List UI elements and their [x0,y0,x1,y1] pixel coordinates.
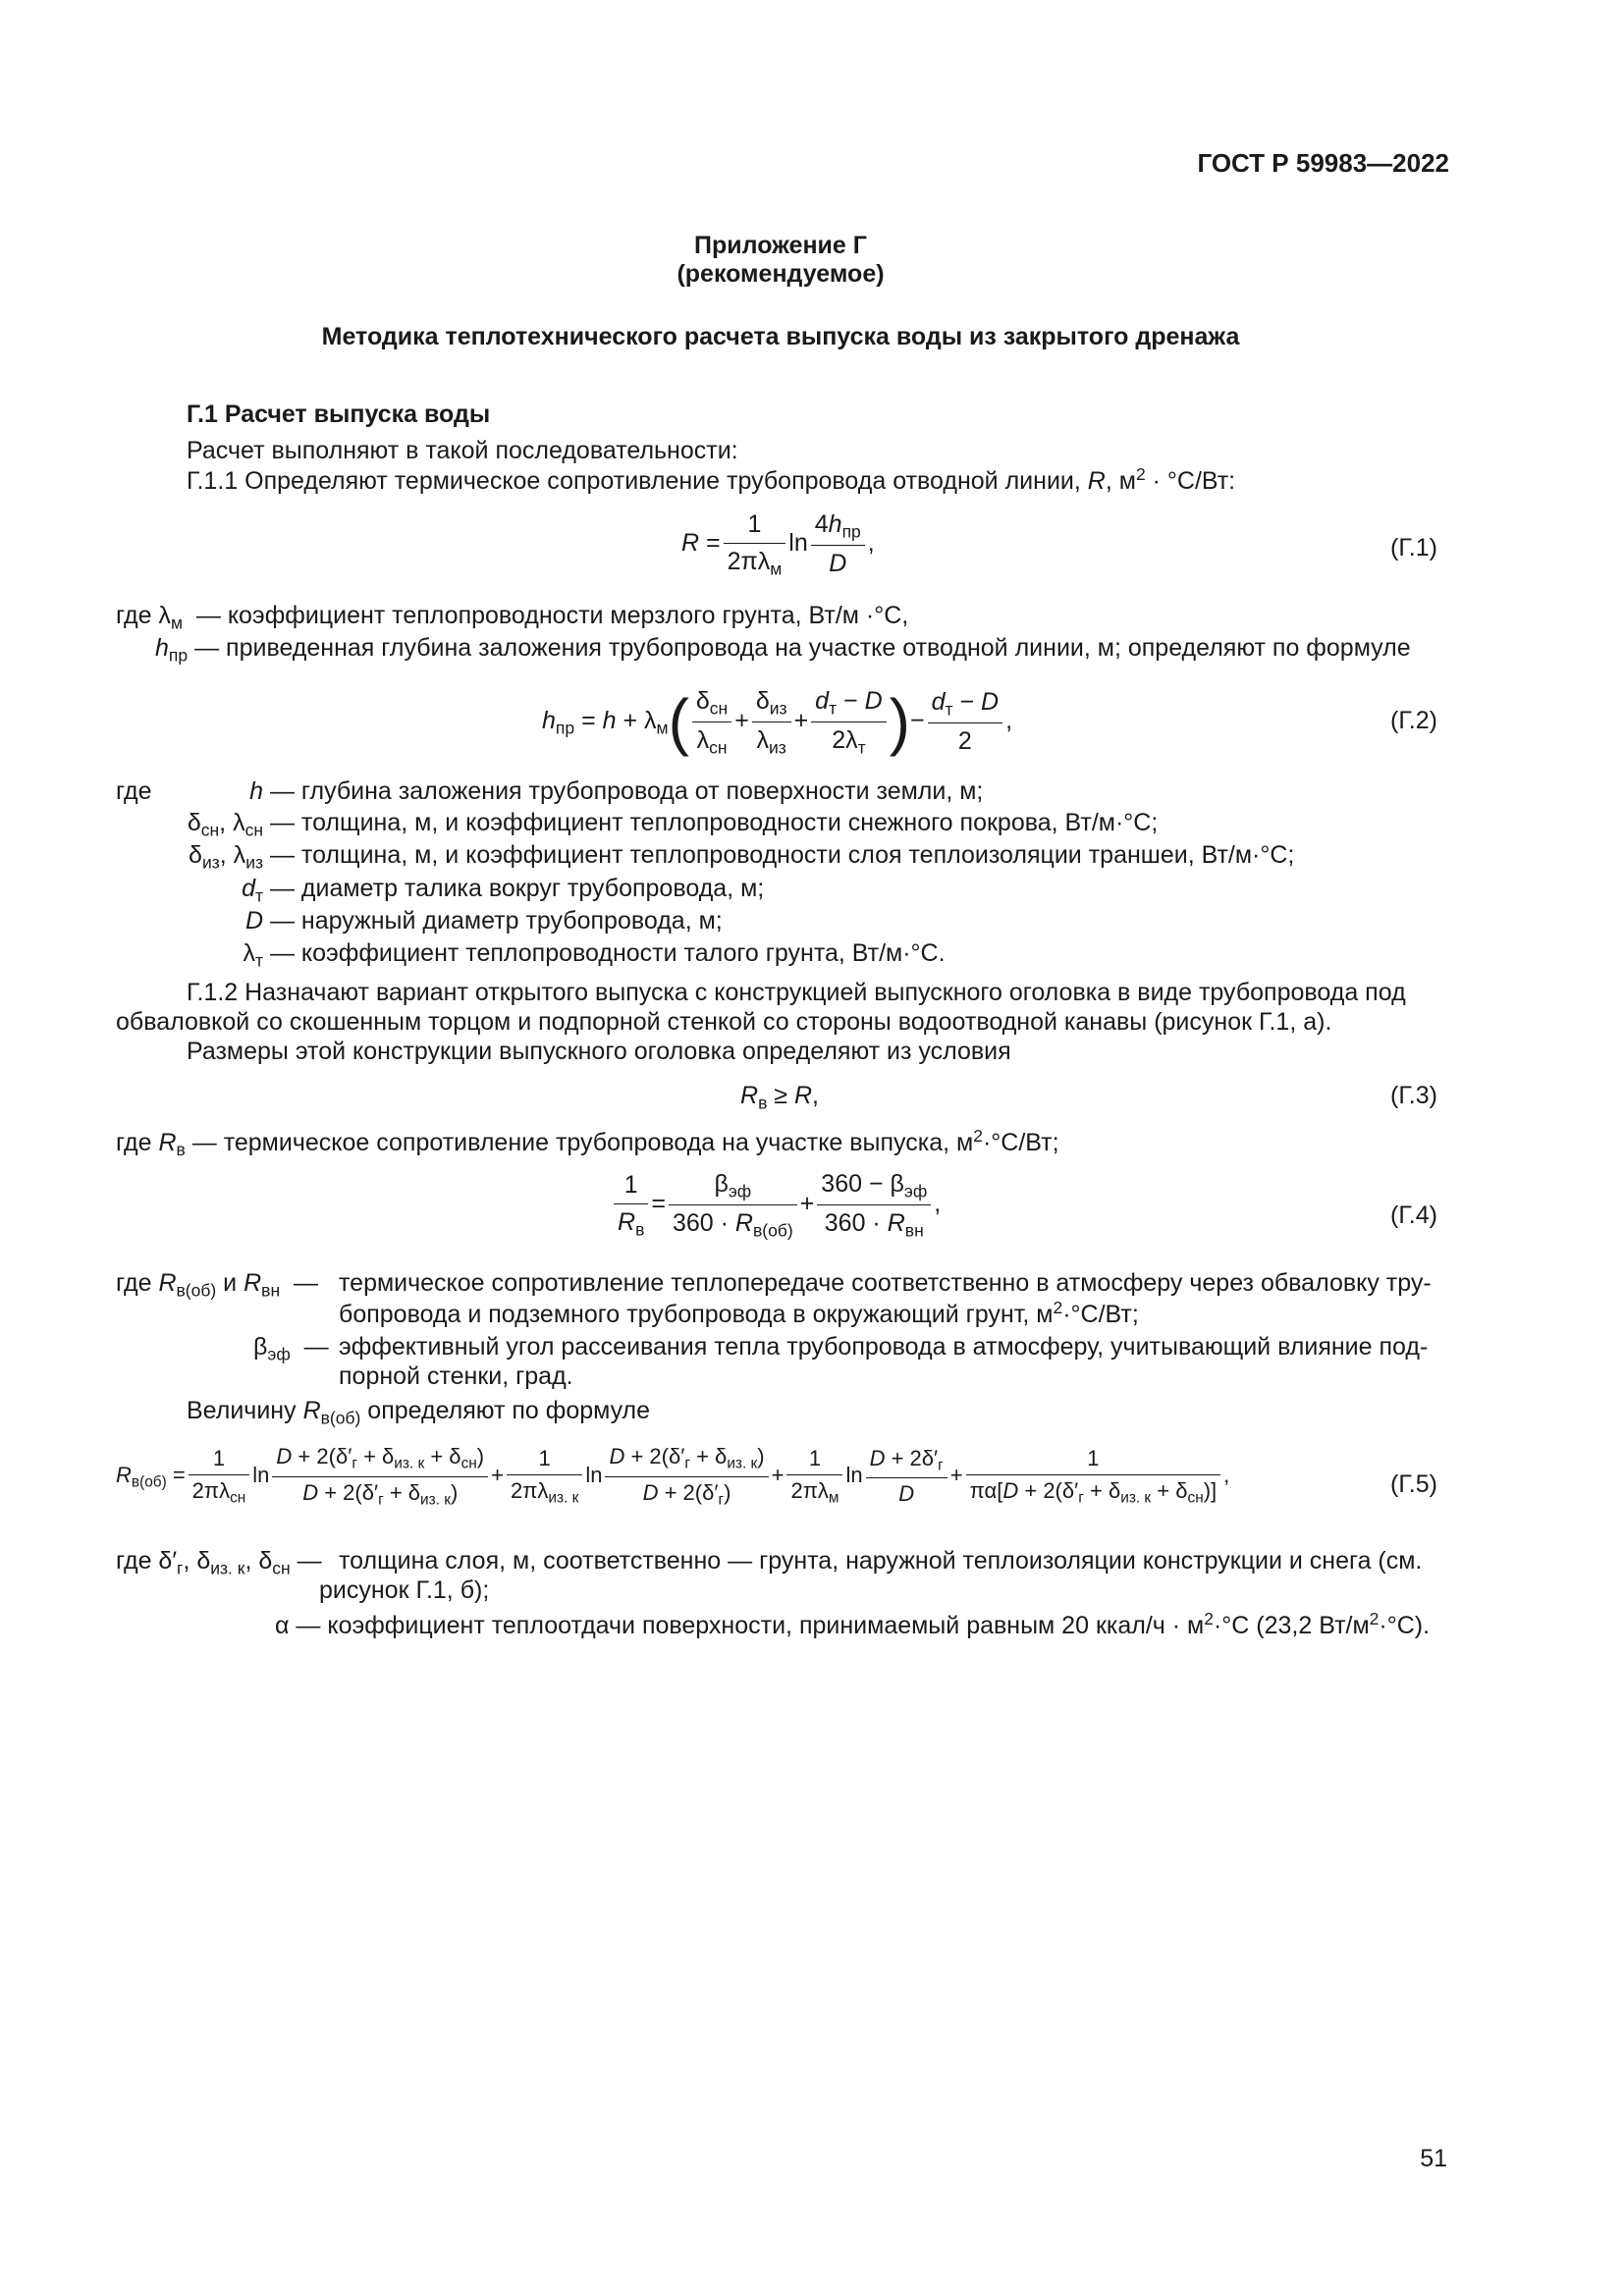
appendix-title: Приложение Г [694,232,867,259]
def-beta-line2: порной стенки, град. [339,1362,573,1390]
def-delta-sn: $\delta_{сн}$, $\lambda_{сн}$ — толщина, м, и коэффициент теплопроводности снежного покрова, Вт/м·°С; [187,809,1159,840]
def-h-pr: $h_{пр}$ — приведенная глубина заложения трубопровода на участке отводной линии, м; определяют по формуле [155,634,1411,666]
def-R-v: где $R_в$ — термическое сопротивление трубопровода на участке выпуска, $м^2\cdot^\circ С/Вт$; [116,1126,1059,1159]
eq-number-g1: (Г.1) [1390,534,1437,561]
paragraph-g111: Г.1.1 Определяют термическое сопротивление трубопровода отводной линии, R, $м^2 \cdot ^\circ С/Вт$: [187,464,1236,495]
paragraph-g112-line1: Г.1.2 Назначают вариант открытого выпуска с конструкцией выпускного оголовка в виде трубопровода под [187,979,1406,1006]
appendix-subtitle: (рекомендуемое) [677,260,885,288]
def-layers-line2: рисунок Г.1, б); [319,1576,490,1604]
formula-g4: $\frac{1}{R_в}$ = $\frac{\beta_{эф}}{360 \cdot R_{в(об)}}$ + $\frac{360 - \beta_{эф}}{360 \cdot R_{вн}}$ , [611,1168,941,1242]
eq-number-g4: (Г.4) [1390,1201,1437,1229]
def-R-ob-line1: термическое сопротивление теплопередаче соответственно в атмосферу через обваловку тру- [339,1269,1432,1297]
eq-number-g2: (Г.2) [1390,707,1437,734]
intro-text: Расчет выполняют в такой последовательности: [187,437,738,464]
def-alpha: α — коэффициент теплоотдачи поверхности, принимаемый равным 20 ккал/ч · $м^2\cdot^\circ С$ (23,2 $Вт/м^2\cdot^\circ С$). [275,1609,1431,1639]
def-beta-sym: $\beta_{эф}$ — [253,1333,329,1364]
eq-number-g3: (Г.3) [1390,1082,1437,1109]
standard-number: ГОСТ Р 59983—2022 [1197,148,1449,178]
formula-g1: R = $\frac{1}{2\pi\lambda_м}$ ln $\frac{4h_{пр}}{D}$ , [681,510,875,578]
def-layers-line1: толщина слоя, м, соответственно — грунта, наружной теплоизоляции конструкции и снега (см. [339,1547,1423,1575]
def-h: h — глубина заложения трубопровода от поверхности земли, м; [249,777,984,805]
def-layers-sym: где $\delta'_г$, $\delta_{из. к}$, $\delta_{сн}$ — [116,1547,322,1578]
formula-g5: $R_{в(об)}$ = $\frac{1}{2\pi\lambda_{сн}}$ ln $\frac{D + 2(\delta'_г + \delta_{из. к} + \delta_{сн})}{D + 2(\delta'_г + \delta_{из. к})}$ + $\frac{1}{2\pi\lambda_{из. к}}$ ln $\frac{D + 2(\delta'_г + \delta_{из. к})}{D + 2(\delta'_г)}$ + $\frac{1}{2\pi\lambda_м}$ ln $\frac{D + 2\delta'_г}{D}$ + $\frac{1}{\pi\alpha[D + 2(\delta'_г + \delta_{из. к} + \delta_{сн})]}$ , [116,1444,1230,1509]
def-D: D — наружный диаметр трубопровода, м; [244,907,723,934]
formula-g2: $h_{пр} = h + \lambda_м$( $\frac{\delta_{сн}}{\lambda_{сн}}$ + $\frac{\delta_{из}}{\lambda_{из}}$ + $\frac{d_т - D}{2\lambda_т}$ )− $\frac{d_т - D}{2}$ , [542,686,1013,758]
def-delta-iz: $\delta_{из}$, $\lambda_{из}$ — толщина, м, и коэффициент теплопроводности слоя теплоизоляции траншеи, Вт/м·°С; [189,841,1295,873]
value-intro: Величину $R_{в(об)}$ определяют по формуле [187,1397,651,1428]
paragraph-g112-line3: Размеры этой конструкции выпускного оголовка определяют из условия [187,1038,1011,1065]
page-number: 51 [1420,2145,1447,2172]
def-lambda-t: $\lambda_т$ — коэффициент теплопроводности талого грунта, Вт/м·°С. [243,939,946,971]
def-R-ob-line2: бопровода и подземного трубопровода в окружающий грунт, $м^2\cdot^\circ С/Вт$; [339,1298,1139,1328]
def-R-ob-sym: где $R_{в(об)}$ и $R_{вн}$ — [116,1269,319,1301]
def-lambda-m: где $\lambda_м$ — коэффициент теплопроводности мерзлого грунта, Вт/м ·°С, [116,602,909,633]
formula-g3: $R_в \ge R$, [740,1082,819,1113]
def-beta-line1: эффективный угол рассеивания тепла трубопровода в атмосферу, учитывающий влияние под- [339,1333,1429,1361]
eq-number-g5: (Г.5) [1390,1470,1437,1498]
section-title: Г.1 Расчет выпуска воды [187,400,491,428]
appendix-heading: Методика теплотехнического расчета выпуска воды из закрытого дренажа [321,323,1240,350]
def-d-t: $d_т$ — диаметр талика вокруг трубопровода, м; [242,875,765,906]
def-where: где [116,777,152,805]
paragraph-g112-line2: обваловкой со скошенным торцом и подпорной стенкой со стороны водоотводной канавы (рисунок Г.1, а). [116,1008,1332,1036]
